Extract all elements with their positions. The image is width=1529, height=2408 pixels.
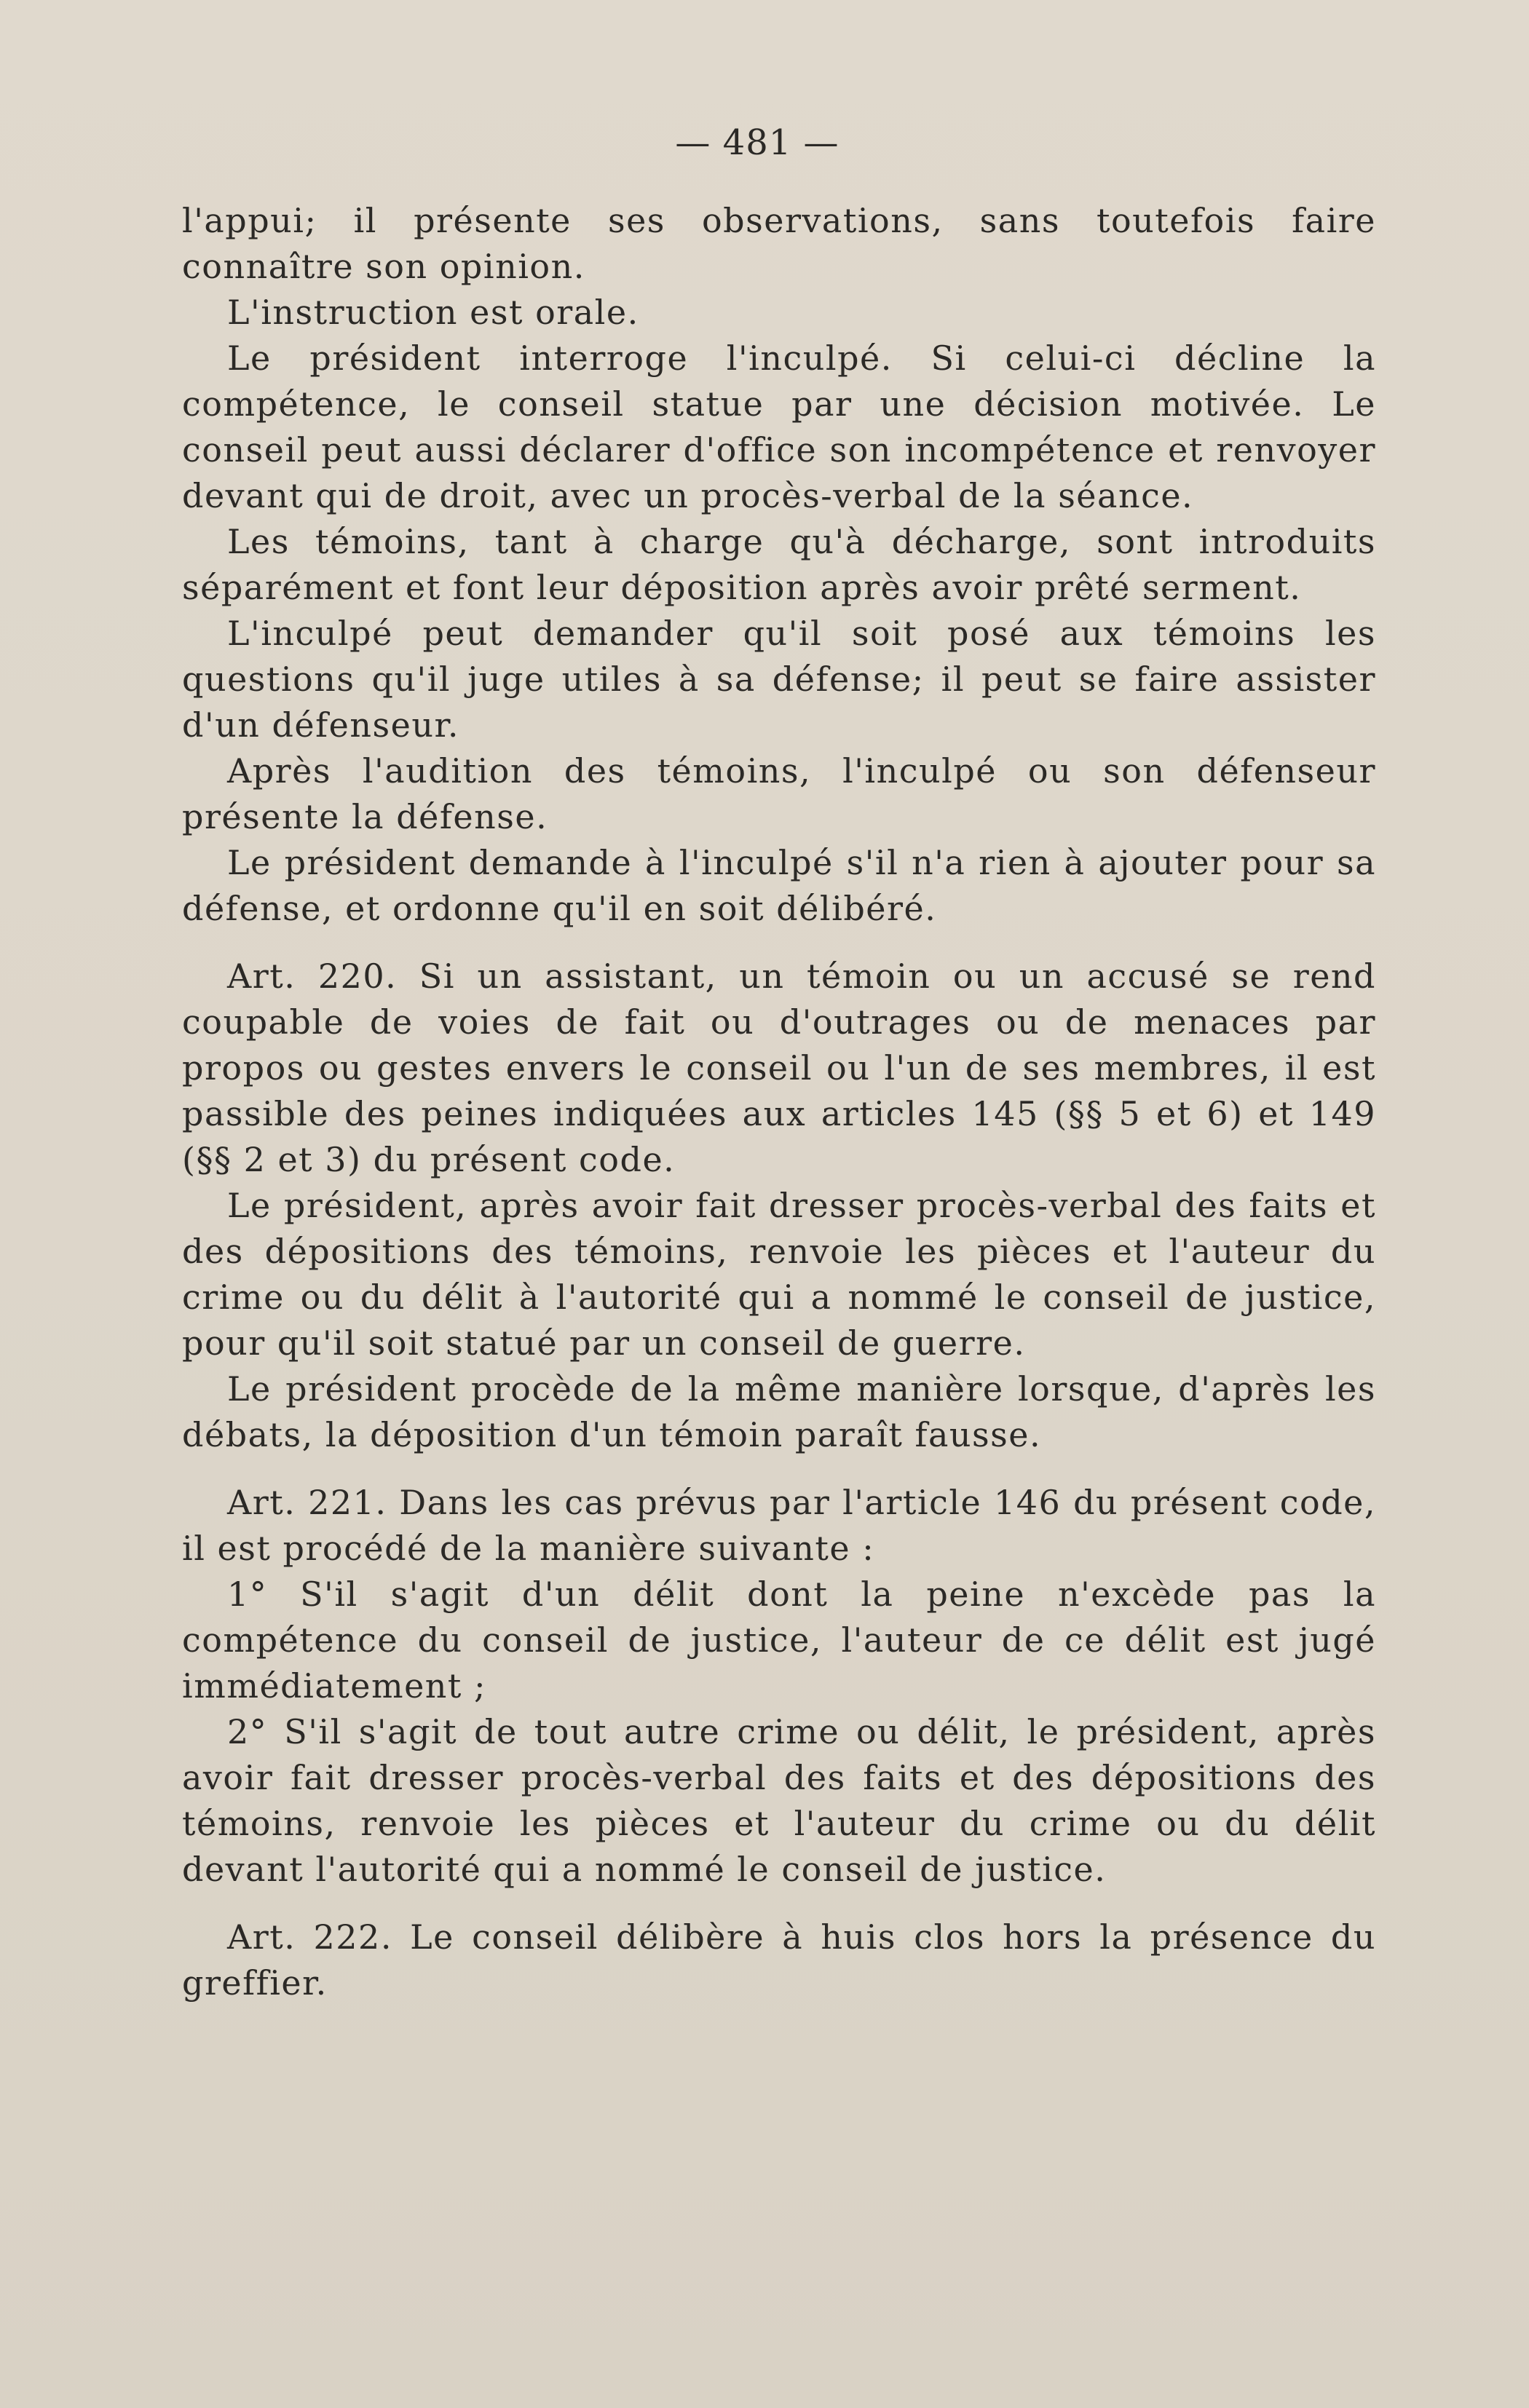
paragraph-defense: Après l'audition des témoins, l'inculpé ou son défenseur présente la défense. [182, 751, 1376, 836]
paragraph-instruction-orale: L'instruction est orale. [227, 293, 639, 332]
paragraph-interrogatoire: Le président interroge l'inculpé. Si celui-ci décline la compétence, le conseil statue par une décision motivée. Le conseil peut aussi déclarer d'office son incompétence et renvoyer devant qui de droit, avec un procès-verbal de la séance. [182, 338, 1376, 515]
article-220: Art. 220. Si un assistant, un témoin ou un accusé se rend coupable de voies de fait ou d'outrages ou de menaces par propos ou gestes envers le conseil ou l'un de ses membres, il est passible des peines indiquées aux articles 145 (§§ 5 et 6) et 149 (§§ 2 et 3) du présent code. [182, 957, 1376, 1179]
article-221: Art. 221. Dans les cas prévus par l'article 146 du présent code, il est procédé de la manière suivante : [182, 1483, 1376, 1568]
page-number: — 481 — [675, 122, 839, 163]
article-221-item-2: 2° S'il s'agit de tout autre crime ou délit, le président, après avoir fait dresser procès-verbal des faits et des dépositions des témoins, renvoie les pièces et l'auteur du crime ou du délit devant l'autorité qui a nommé le conseil de justice. [182, 1712, 1376, 1889]
paragraph-appui: l'appui; il présente ses observations, sans toutefois faire connaître son opinion. [182, 201, 1376, 286]
paragraph-questions: L'inculpé peut demander qu'il soit posé aux témoins les questions qu'il juge utiles à sa défense; il peut se faire assister d'un défenseur. [182, 614, 1376, 745]
paragraph-deliberation: Le président demande à l'inculpé s'il n'a rien à ajouter pour sa défense, et ordonne qu'il en soit délibéré. [182, 843, 1376, 928]
paragraph-deposition-fausse: Le président procède de la même manière lorsque, d'après les débats, la déposition d'un témoin paraît fausse. [182, 1369, 1376, 1454]
paragraph-temoins: Les témoins, tant à charge qu'à décharge, sont introduits séparément et font leur déposition après avoir prêté serment. [182, 522, 1376, 607]
article-221-item-1: 1° S'il s'agit d'un délit dont la peine n'excède pas la compétence du conseil de justice, l'auteur de ce délit est jugé immédiatement ; [182, 1575, 1376, 1706]
article-222: Art. 222. Le conseil délibère à huis clos hors la présence du greffier. [182, 1917, 1376, 2003]
page-body [182, 198, 1376, 2006]
paragraph-proces-verbal: Le président, après avoir fait dresser procès-verbal des faits et des dépositions des témoins, renvoie les pièces et l'auteur du crime ou du délit à l'autorité qui a nommé le conseil de justice, pour qu'il soit statué par un conseil de guerre. [182, 1186, 1376, 1363]
